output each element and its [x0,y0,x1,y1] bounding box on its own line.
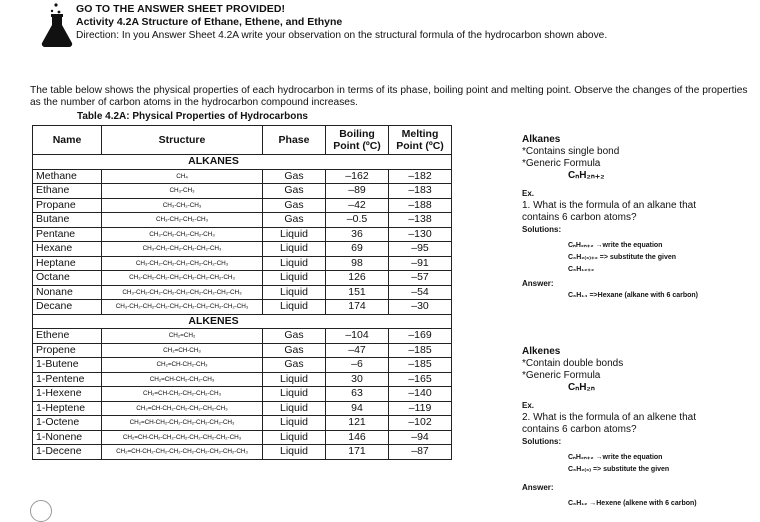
col-structure: Structure [102,126,263,155]
cell-structure: CH₂=CH-CH₂-CH₂-CH₂-CH₂-CH₂-CH₃ [102,416,263,431]
cell-melting: –95 [389,242,452,257]
cell-phase: Liquid [263,256,326,271]
cell-name: 1-Heptene [33,401,102,416]
cell-phase: Liquid [263,300,326,315]
cell-structure: CH₂=CH-CH₂-CH₂-CH₂-CH₂-CH₂-CH₂-CH₃ [102,430,263,445]
cell-melting: –183 [389,184,452,199]
cell-name: Methane [33,169,102,184]
col-boiling: Boiling Point (ºC) [326,126,389,155]
alkanes-ex: Ex. [522,189,535,198]
alkanes-section-label: ALKANES [102,155,326,170]
cell-phase: Gas [263,358,326,373]
cell-boiling: 151 [326,285,389,300]
alkenes-step2: C₆H₂₍₆₎ => substitute the given [568,466,670,473]
intro-paragraph: The table below shows the physical properties of each hydrocarbon in terms of its phase, boiling point and melting point. Observe the changes of the properties as the number of carbon atoms in the hydrocarbon compound increases. [30,85,748,108]
table-row [33,184,452,199]
table-row [33,300,452,315]
cell-name: 1-Decene [33,445,102,460]
cell-boiling: 30 [326,372,389,387]
cell-melting: –130 [389,227,452,242]
cell-phase: Gas [263,169,326,184]
cell-melting: –182 [389,169,452,184]
alkenes-formula: CₙH₂ₙ [568,382,595,393]
cell-structure: CH₂=CH-CH₂-CH₂-CH₂-CH₃ [102,387,263,402]
cell-name: Ethene [33,329,102,344]
table-row [33,372,452,387]
cell-boiling: 69 [326,242,389,257]
cell-structure: CH₃-CH₂-CH₂-CH₂-CH₂-CH₂-CH₂-CH₂-CH₃ [102,285,263,300]
cell-melting: –54 [389,285,452,300]
cell-boiling: 174 [326,300,389,315]
alkanes-question: 1. What is the formula of an alkane that contains 6 carbon atoms? [522,200,696,223]
cell-name: Ethane [33,184,102,199]
cell-structure: CH₂=CH-CH₂-CH₃ [102,358,263,373]
cell-name: 1-Pentene [33,372,102,387]
table-row [33,401,452,416]
cell-phase: Gas [263,213,326,228]
cell-phase: Liquid [263,242,326,257]
cell-phase: Gas [263,329,326,344]
alkenes-answer: C₆H₁₂ →Hexene (alkene with 6 carbon) [568,500,697,507]
cell-melting: –87 [389,445,452,460]
col-name: Name [33,126,102,155]
cell-boiling: 36 [326,227,389,242]
col-melting: Melting Point (ºC) [389,126,452,155]
table-row [33,358,452,373]
alkenes-title: Alkenes [522,346,561,357]
cell-phase: Liquid [263,445,326,460]
table-row [33,198,452,213]
alkenes-answer-label: Answer: [522,483,554,492]
alkenes-section [33,314,452,329]
direction-text: Direction: In you Answer Sheet 4.2A write your observation on the structural formula of the hydrocarbon shown above. [76,30,608,41]
cell-name: Butane [33,213,102,228]
cell-structure: CH₃-CH₂-CH₂-CH₂-CH₂-CH₂-CH₂-CH₂-CH₂-CH₃ [102,300,263,315]
cell-name: 1-Octene [33,416,102,431]
cell-boiling: 98 [326,256,389,271]
cell-boiling: –0.5 [326,213,389,228]
cell-structure: CH₃-CH₂-CH₃ [102,198,263,213]
cell-boiling: –47 [326,343,389,358]
table-row [33,271,452,286]
cell-phase: Liquid [263,416,326,431]
cell-melting: –138 [389,213,452,228]
alkenes-note [522,346,742,510]
cell-structure: CH₂=CH-CH₂-CH₂-CH₂-CH₂-CH₂-CH₂-CH₂-CH₃ [102,445,263,460]
cell-melting: –165 [389,372,452,387]
table-row [33,343,452,358]
cell-melting: –94 [389,430,452,445]
cell-boiling: 121 [326,416,389,431]
alkenes-ex: Ex. [522,401,535,410]
alkanes-title: Alkanes [522,134,561,145]
cell-structure: CH₃-CH₂-CH₂-CH₂-CH₃ [102,227,263,242]
cell-melting: –140 [389,387,452,402]
instruction-heading: GO TO THE ANSWER SHEET PROVIDED! [76,3,286,15]
cell-phase: Liquid [263,372,326,387]
alkanes-note [522,134,742,302]
cell-melting: –57 [389,271,452,286]
cell-name: Nonane [33,285,102,300]
table-row [33,256,452,271]
cell-boiling: –42 [326,198,389,213]
alkenes-question: 2. What is the formula of an alkene that contains 6 carbon atoms? [522,412,696,435]
cell-name: Pentane [33,227,102,242]
cell-melting: –102 [389,416,452,431]
alkanes-step3: C₆H₁₂₊₂ [568,266,595,273]
table-row [33,430,452,445]
cell-melting: –188 [389,198,452,213]
hydrocarbon-table [32,125,452,460]
alkanes-step1: CₙH₂ₙ₊₂ →write the equation [568,242,663,249]
alkanes-section [33,155,452,170]
cell-boiling: 126 [326,271,389,286]
table-row [33,329,452,344]
cell-name: Hexane [33,242,102,257]
cell-boiling: –6 [326,358,389,373]
cell-phase: Liquid [263,271,326,286]
cell-structure: CH₃-CH₂-CH₂-CH₂-CH₂-CH₃ [102,242,263,257]
cell-structure: CH₃-CH₂-CH₂-CH₂-CH₂-CH₂-CH₃ [102,256,263,271]
cell-structure: CH₂=CH-CH₂-CH₂-CH₂-CH₂-CH₃ [102,401,263,416]
table-row [33,242,452,257]
cell-phase: Gas [263,184,326,199]
table-row [33,285,452,300]
table-row [33,213,452,228]
cell-melting: –91 [389,256,452,271]
alkenes-line2: *Generic Formula [522,370,601,381]
cell-structure: CH₄ [102,169,263,184]
table-row [33,445,452,460]
cell-structure: CH₂=CH-CH₃ [102,343,263,358]
cell-boiling: 171 [326,445,389,460]
alkenes-section-label: ALKENES [102,314,326,329]
activity-title: Activity 4.2A Structure of Ethane, Ethene, and Ethyne [76,16,343,28]
cell-phase: Liquid [263,227,326,242]
alkenes-step1: CₙH₂ₙ₊₂ →write the equation [568,454,663,461]
alkenes-line1: *Contain double bonds [522,358,624,369]
alkanes-line2: *Generic Formula [522,158,601,169]
cell-phase: Liquid [263,401,326,416]
cell-structure: CH₃-CH₃ [102,184,263,199]
cell-phase: Liquid [263,285,326,300]
table-row [33,416,452,431]
cell-name: 1-Hexene [33,387,102,402]
cell-structure: CH₂=CH-CH₂-CH₂-CH₃ [102,372,263,387]
table-row [33,227,452,242]
cell-name: Propene [33,343,102,358]
alkanes-line1: *Contains single bond [522,146,620,157]
cell-phase: Liquid [263,387,326,402]
table-caption: Table 4.2A: Physical Properties of Hydrocarbons [77,111,308,122]
cell-boiling: 94 [326,401,389,416]
alkanes-step2: C₆H₂₍₆₎₊₂ => substitute the given [568,254,677,261]
cell-phase: Gas [263,198,326,213]
col-phase: Phase [263,126,326,155]
alkenes-solution-label: Solutions: [522,437,562,446]
cell-name: Heptane [33,256,102,271]
cell-boiling: –89 [326,184,389,199]
cell-phase: Gas [263,343,326,358]
cell-melting: –185 [389,343,452,358]
cell-boiling: 146 [326,430,389,445]
alkanes-solution-label: Solutions: [522,225,562,234]
cell-boiling: –162 [326,169,389,184]
cell-boiling: 63 [326,387,389,402]
cell-melting: –119 [389,401,452,416]
cell-structure: CH₂=CH₂ [102,329,263,344]
school-logo [30,500,52,522]
table-row [33,387,452,402]
cell-structure: CH₃-CH₂-CH₂-CH₃ [102,213,263,228]
cell-name: Propane [33,198,102,213]
cell-name: Decane [33,300,102,315]
alkanes-answer-label: Answer: [522,279,554,288]
alkanes-answer: C₆H₁₄ =>Hexane (alkane with 6 carbon) [568,292,699,299]
cell-melting: –169 [389,329,452,344]
cell-melting: –30 [389,300,452,315]
alkanes-formula: CₙH₂ₙ₊₂ [568,170,605,181]
cell-phase: Liquid [263,430,326,445]
cell-boiling: –104 [326,329,389,344]
cell-melting: –185 [389,358,452,373]
cell-name: 1-Nonene [33,430,102,445]
table-row [33,169,452,184]
cell-name: Octane [33,271,102,286]
cell-name: 1-Butene [33,358,102,373]
cell-structure: CH₃-CH₂-CH₂-CH₂-CH₂-CH₂-CH₂-CH₃ [102,271,263,286]
flask-icon [40,2,76,48]
